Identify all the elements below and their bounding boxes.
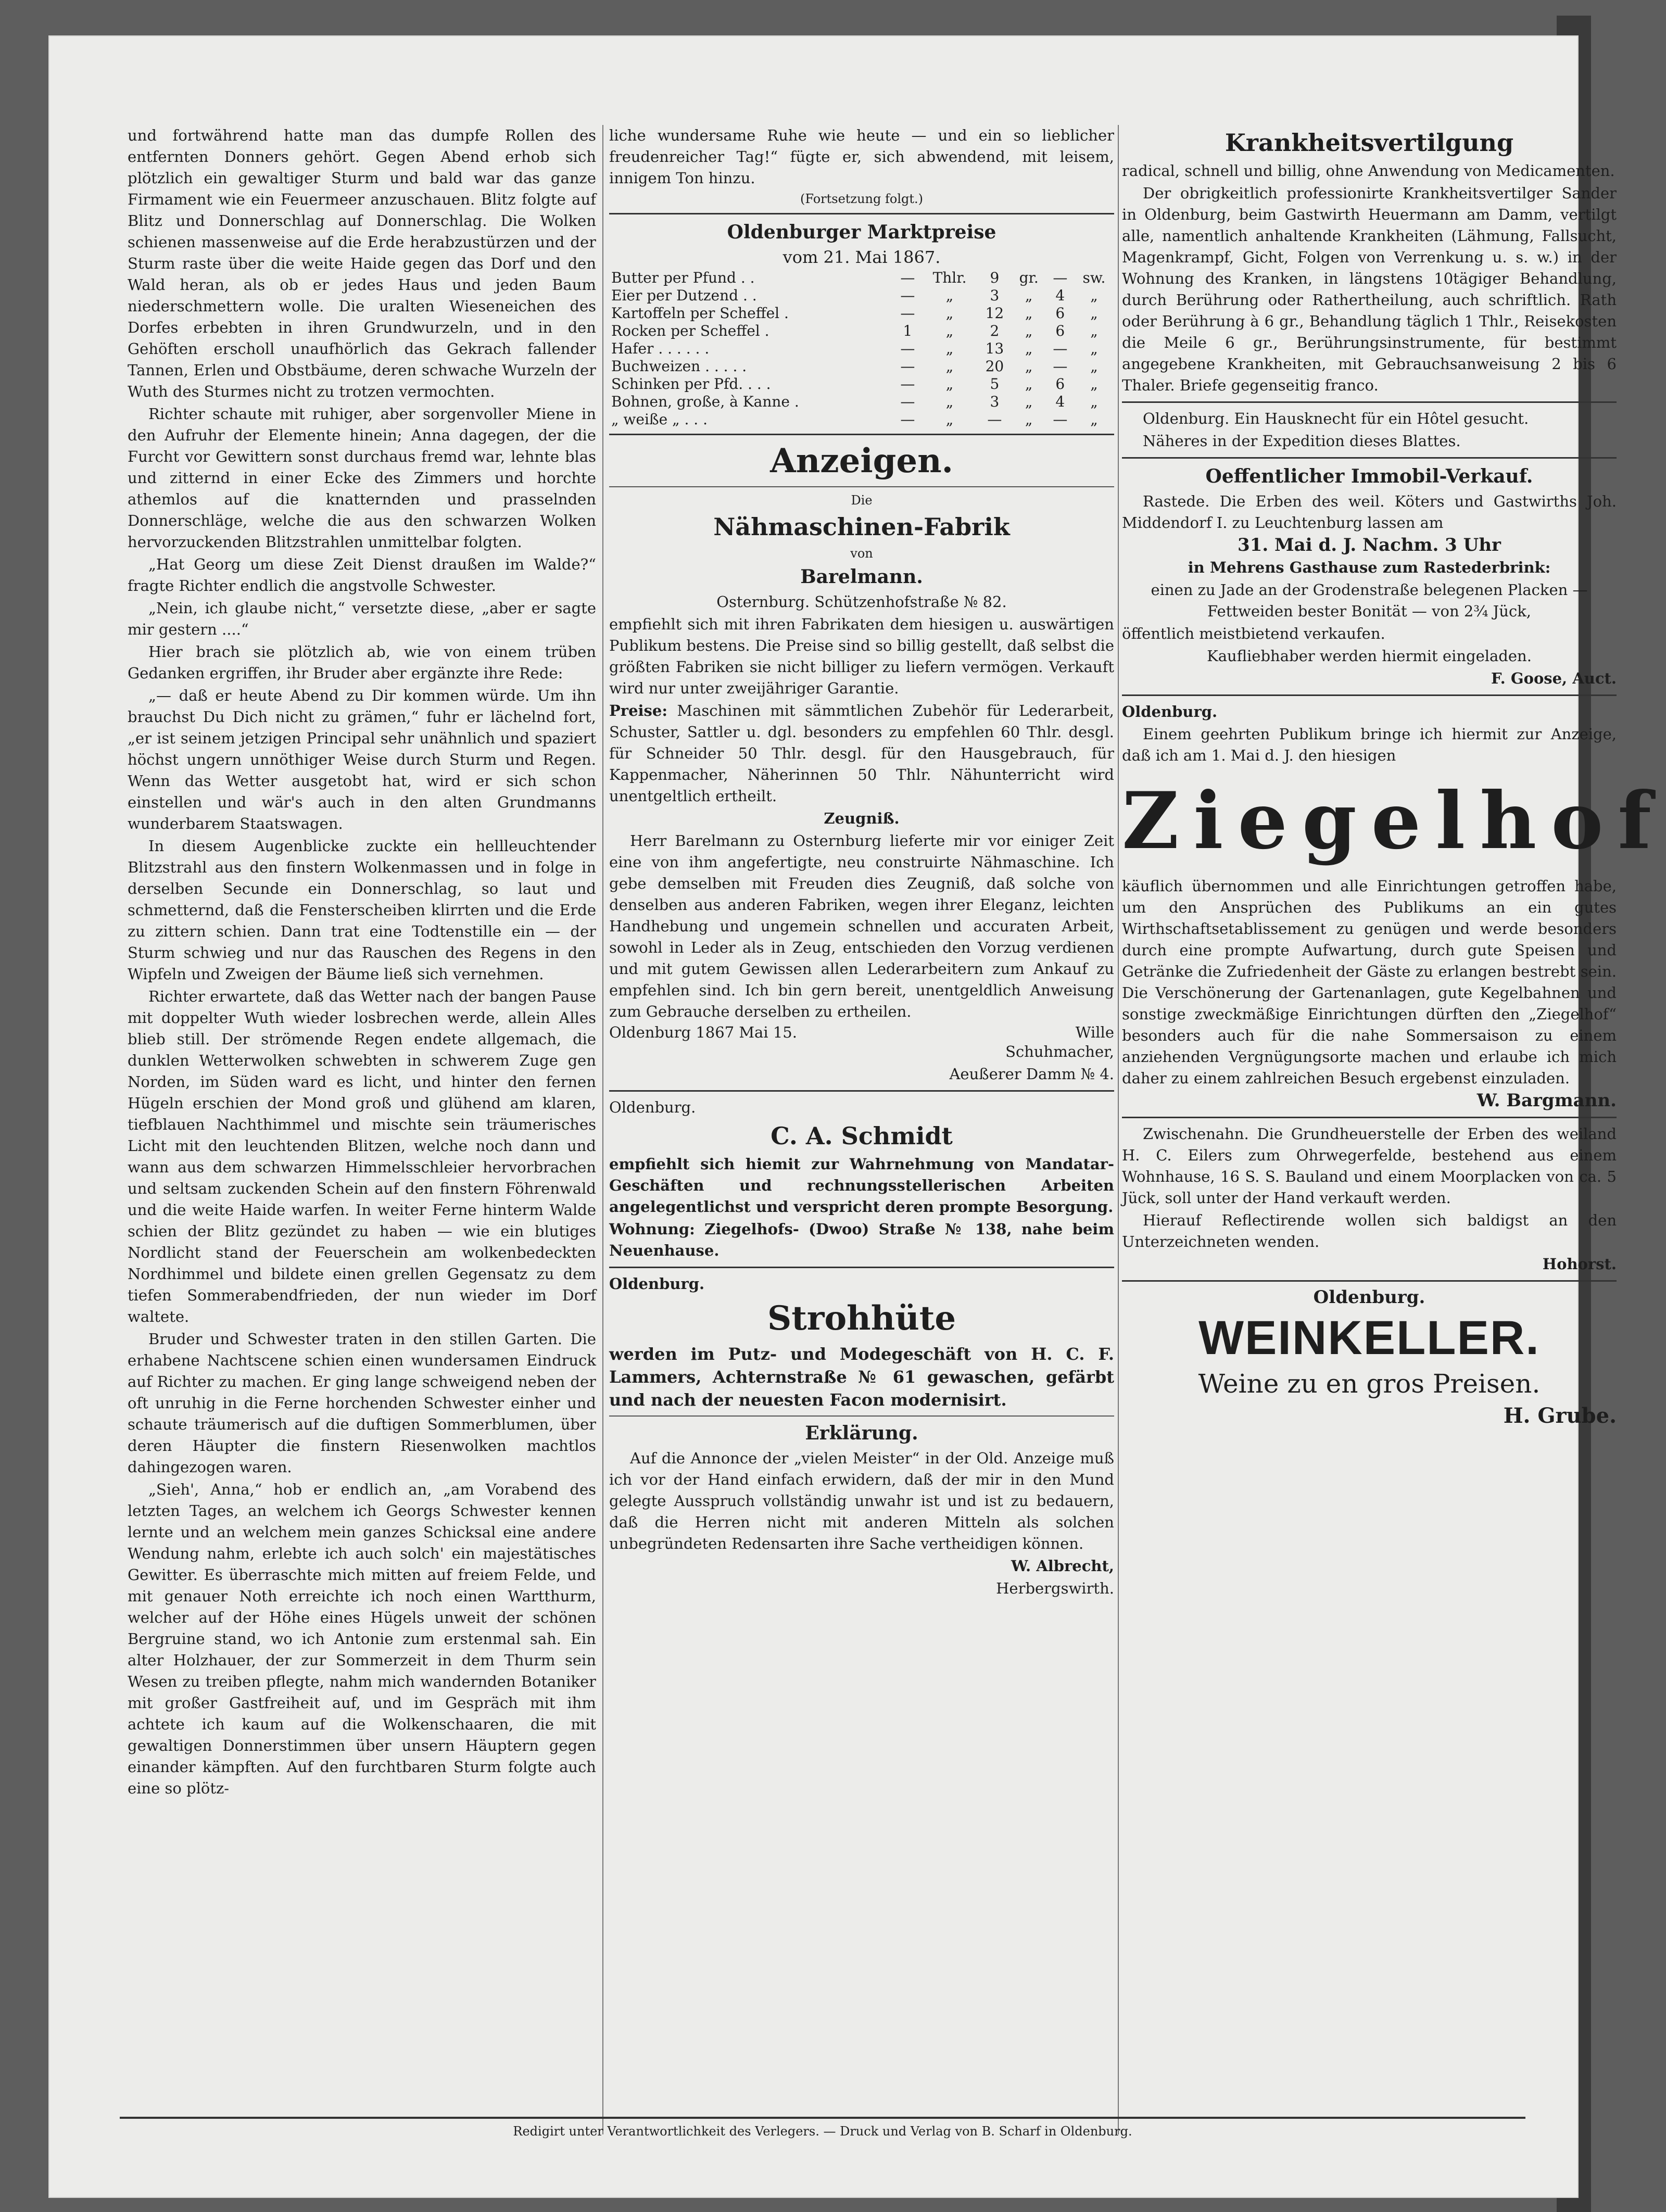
schmidt-text: empfiehlt sich hiemit zur Wahrnehmung von Mandatar-Geschäften und rechnungsstellerischen Arbeiten angelegentlichst und verspricht deren prompte Besorgung. [609,1155,1114,1216]
price-cell: „ [945,287,954,304]
price-cell: „ [945,305,954,322]
price-cell: — [1053,411,1068,428]
story-paragraph: Richter schaute mit ruhiger, aber sorgenvoller Miene in den Aufruhr der Elemente hinein; Anna dagegen, der die Furcht vor Gewittern sonst durchaus fremd war, lehnte blas und zitternd in einer Ecke des Zimmers und horchte athemlos auf die knatternden und prasselnden Donnerschläge, welche die aus den schwarzen Wolken hervorzuckenden Blitzstrahlen unmittelbar folgten. [128,405,596,551]
story-paragraph: Richter erwartete, daß das Wetter nach der bangen Pause mit doppelter Wuth wieder losbrechen werde, allein Alles blieb still. Der strömende Regen endete allgemach, die dunklen Wetterwolken schwebten in schwerem Zuge gen Norden, im Süden ward es licht, und hinter den fernen Hügeln erschien der Mond groß und glühend am klaren, tiefblauen Nachthimmel und mischte sein träumerisches Licht mit den leuchtenden Blitzen, welche noch dann und wann aus dem schwarzen Himmelsschleier hervorbrachen und seltsam zuckenden Schein auf den finstern Föhrenwald und die weite Haide warfen. In weiter Ferne hinterm Walde schien der Blitz gezündet zu haben — wie ein blutiges Nordlicht stand der Feuerschein am wolkenbedeckten Nordhimmel und bildete einen grellen Gegensatz zu dem tiefen Sommerabendfrieden, der nun wieder im Dorf waltete. [128,988,596,1325]
price-cell: 12 [985,305,1004,322]
ad-word: von [850,546,873,561]
price-cell: Eier per Dutzend . . [611,287,757,304]
price-cell: 4 [1055,393,1065,410]
price-cell: „ [1090,322,1098,339]
ziegelhof-title: Ziegelhof [1122,775,1666,867]
weinkeller-sub: Weine zu en gros Preisen. [1198,1369,1541,1399]
barelmann-address: Osternburg. Schützenhofstraße № 82. [716,593,1007,611]
price-cell: „ [1090,340,1098,357]
price-cell: „ [1090,411,1098,428]
price-cell: „ [1025,393,1033,410]
prices-label: Preise: [609,702,668,719]
price-cell: „ [945,411,954,428]
price-cell: — [900,269,915,286]
story-paragraph: „Hat Georg um diese Zeit Dienst draußen im Walde?“ fragte Richter endlich die angstvolle Schwester. [128,555,596,595]
price-cell: „ [1090,305,1098,322]
market-price-table [609,269,1114,428]
price-row [609,358,1114,375]
story-paragraph: Bruder und Schwester traten in den stillen Garten. Die erhabene Nachtscene schien einen wundersamen Eindruck auf Richter zu machen. Er ging lange schweigend neben der oft unruhig in die Ferne horchenden Schwester einher und schaute träumerisch auf die duftigen Sommerblumen, über deren Häupter die finstern Riesenwolken machtlos dahingezogen waren. [128,1330,596,1476]
price-cell: 5 [990,375,1000,393]
price-cell: „ [1025,305,1033,322]
prices-text: Maschinen mit sämmtlichen Zubehör für Lederarbeit, Schuster, Sattler u. dgl. besonders zu empfehlen 60 Thlr. desgl. für Schneider 50 Thlr. desgl. für den Hausgebrauch, für Kappenmacher, Näherinnen 50 Thlr. Nähunterricht wird unentgeltlich ertheilt. [609,702,1114,805]
barelmann-text: empfiehlt sich mit ihren Fabrikaten dem hiesigen u. auswärtigen Publikum bestens. Die Preise sind so billig gestellt, daß selbst die größten Fabriken sie nicht billiger zu liefern vermögen. Verkauft wird nur unter zweijähriger Garantie. [609,615,1114,697]
stroh-place: Oldenburg. [609,1275,705,1293]
price-cell: Bohnen, große, à Kanne . [611,393,799,410]
zwischenahn-text: Zwischenahn. Die Grundheuerstelle der Erben des weiland H. C. Eilers zum Ohrwegerfelde, bestehend aus einem Wohnhause, 16 S. S. Bauland und einem Moorplacken von ca. 5 Jück, soll unter der Hand verkauft werden. [1122,1125,1617,1207]
price-cell: — [1053,269,1068,286]
price-cell: „ [945,393,954,410]
immobil-lot: einen zu Jade an der Grodenstraße belegenen Placken — Fettweiden bester Bonität — von 2¾ Jück, [1151,581,1588,620]
price-cell: 6 [1055,305,1065,322]
price-cell: „ [1025,375,1033,393]
price-cell: — [987,411,1002,428]
ziegelhof-text: käuflich übernommen und alle Einrichtungen getroffen habe, um den Ansprüchen des Publikums an ein gutes Wirthschaftsetablissement zu genügen und werde besonders durch eine prompte Aufwartung, durch gute Speisen und Getränke die Zufriedenheit der Gäste zu erlangen bestrebt sein. Die Verschönerung der Gartenanlagen, gute Kegelbahnen und sonstige zweckmäßige Einrichtungen dürften den „Ziegelhof“ besonders auch für die nahe Sommersaison zu einem anziehenden Vergnügungsorte machen und erlaube ich mich daher zu einem zahlreichen Besuch ergebenst einzuladen. [1122,877,1617,1087]
erklaerung-text: Auf die Annonce der „vielen Meister“ in der Old. Anzeige muß ich vor der Hand einfach erwidern, daß der mir in den Mund gelegte Ausspruch vollständig unwahr ist und ist zu bedauern, daß die Herren nicht mit anderen Mitteln als solchen unbegründeten Redensarten ihre Sache vertheidigen können. [609,1449,1114,1552]
price-cell: „ [1090,287,1098,304]
right-column [1122,125,1666,1431]
price-row [609,305,1114,322]
price-row [609,322,1114,340]
price-row [609,411,1114,428]
price-row [609,287,1114,305]
ziegelhof-sign: W. Bargmann. [1476,1090,1617,1111]
schmidt-address: Wohnung: Ziegelhofs- (Dwoo) Straße № 138, nahe beim Neuenhause. [609,1220,1114,1259]
immobil-text: Rastede. Die Erben des weil. Köters und Gastwirths Joh. Middendorf I. zu Leuchtenburg lassen am [1122,492,1617,532]
immobil-text: Kaufliebhaber werden hiermit eingeladen. [1207,647,1532,665]
price-cell: 6 [1055,322,1065,339]
sewing-factory-title: Nähmaschinen-Fabrik [713,513,1010,541]
price-cell: — [900,287,915,304]
price-cell: — [900,358,915,375]
schmidt-name: C. A. Schmidt [771,1122,953,1150]
price-cell: Butter per Pfund . . [611,269,755,286]
stroh-text: werden im Putz- und Modegeschäft von H. C. F. Lammers, Achternstraße № 61 gewaschen, gefärbt und nach der neuesten Facon modernisirt. [609,1344,1114,1410]
immobil-place: in Mehrens Gasthause zum Rastederbrink: [1188,559,1551,576]
erklaerung-title: Erklärung. [805,1422,918,1444]
immobil-date: 31. Mai d. J. Nachm. 3 Uhr [1238,535,1501,555]
krankheit-text: Der obrigkeitlich professionirte Krankheitsvertilger Sander in Oldenburg, beim Gastwirth Heuermann am Damm, vertilgt alle, namentlich anhaltende Krankheiten (Lähmung, Fallsucht, Magenkrampf, Gicht, Folgen von Verrenkung u. s. w.) in der Wohnung des Kranken, in längstens 10tägiger Behandlung, durch Berührung oder Rathertheilung, auch schriftlich. Rath oder Berührung à 6 gr., Behandlung täglich 1 Thlr., Reisekosten die Meile 6 gr., Berührungsinstrumente, für bestimmt angegebene Krankheiten, mit Gebrauchsanweisung 2 bis 6 Thaler. Briefe gegenseitig franco. [1122,184,1617,394]
price-row [609,269,1114,287]
price-cell: — [1053,340,1068,357]
erklaerung-role: Herbergswirth. [996,1579,1114,1597]
price-cell: 20 [985,358,1004,375]
column-rule [602,125,603,2134]
price-cell: Thlr. [932,269,967,286]
ads-heading: Anzeigen. [770,441,953,481]
price-cell: „ [1025,287,1033,304]
price-cell: 3 [990,393,1000,410]
price-cell: — [900,375,915,393]
imprint-footer: Redigirt unter Verantwortlichkeit des Verlegers. — Druck und Verlag von B. Scharf in Oldenburg. [120,2117,1525,2139]
ziegelhof-place: Oldenburg. [1122,703,1218,721]
price-cell: — [900,340,915,357]
story-paragraph: In diesem Augenblicke zuckte ein hellleuchtender Blitzstrahl aus den finstern Wolkenmassen und in folge in derselben Secunde ein Donnerschlag, so laut und schmetternd, daß die Fensterscheiben klirrten und die Erde zu zittern schien. Dann trat eine Todtenstille ein — der Sturm schwieg und nur das Rauschen des Regens in den Wipfeln und Zweigen der Bäume ließ sich vernehmen. [128,837,596,983]
price-cell: „ [1090,375,1098,393]
price-cell: sw. [1082,269,1106,286]
price-cell: 13 [985,340,1004,357]
price-row [609,340,1114,358]
price-cell: 6 [1055,375,1065,393]
story-paragraph: und fortwährend hatte man das dumpfe Rollen des entfernten Donners gehört. Gegen Abend erhob sich plötzlich ein gewaltiger Sturm und bald war das ganze Firmament wie ein Feuermeer anzuschauen. Blitz folgte auf Blitz und Donnerschlag auf Donnerschlag. Die Wolken schienen massenweise auf die Erde herabzustürzen und der Sturm raste über die weite Haide gegen das Dorf und den Wald heran, als ob er jedes Haus und jeden Baum niederschmettern wolle. Die uralten Wieseneichen des Dorfes erbebten in ihren Grundwurzeln, und in den Gehöften erscholl unaufhörlich das Gekrach fallender Tannen, Erlen und Obstbäume, deren schwache Wurzeln der Wuth des Sturmes nicht zu trotzen vermochten. [128,127,596,400]
price-row [609,393,1114,411]
price-cell: „ [1090,393,1098,410]
story-end: liche wundersame Ruhe wie heute — und ein so lieblicher freudenreicher Tag!“ fügte er, sich abwendend, mit leisem, innigem Ton hinzu. [609,127,1114,187]
price-cell: — [900,411,915,428]
ziegelhof-intro: Einem geehrten Publikum bringe ich hiermit zur Anzeige, daß ich am 1. Mai d. J. den hiesigen [1122,725,1617,764]
price-cell: Hafer . . . . . . [611,340,710,357]
price-cell: „ [945,375,954,393]
strohhuete-title: Strohhüte [767,1299,956,1338]
price-cell: 3 [990,287,1000,304]
price-cell: „ [1025,322,1033,339]
hausknecht-text: Näheres in der Expedition dieses Blattes. [1143,432,1461,450]
price-cell: „ [1025,358,1033,375]
testimonial-label: Zeugniß. [824,810,900,827]
krankheit-title: Krankheitsvertilgung [1225,129,1514,157]
story-paragraph: „— daß er heute Abend zu Dir kommen würde. Um ihn brauchst Du Dich nicht zu grämen,“ fuhr er lächelnd fort, „er ist seinem jetzigen Principal sehr unähnlich und spaziert höchst ungern unnöthiger Weise durch Sturm und Regen. Wenn das Wetter ausgetobt hat, wird er sich schon einstellen und wär's auch in den alten Grundmanns wunderbarem Staatswagen. [128,687,596,832]
story-paragraph: „Sieh', Anna,“ hob er endlich an, „am Vorabend des letzten Tages, an welchem ich Georgs Schwester kennen lernte und an welchem mein ganzes Schicksal eine andere Wendung nahm, erlebte ich auch solch' ein majestätisches Gewitter. Es überraschte mich mitten auf freiem Felde, und mit genauer Noth erreichte ich noch einen Wartthurm, welcher auf der Höhe eines Hügels unweit der schönen Bergruine stand, wo ich Antonie zum erstenmal sah. Ein alter Holzhauer, der zur Sommerzeit in dem Thurm sein Wesen zu treiben pflegte, nahm mich wandernden Botaniker mit großer Gastfreiheit auf, und im Gespräch mit ihm achtete ich kaum auf die Wolkenschaaren, die mit gewaltigen Donnerstimmen über unsern Häuptern gegen einander kämpften. Auf den furchtbaren Sturm folgte auch eine so plötz- [128,1481,596,1797]
price-cell: „ [945,358,954,375]
price-cell: Rocken per Scheffel . [611,322,769,339]
immobil-text: öffentlich meistbietend verkaufen. [1122,625,1385,642]
ad-word: Die [851,493,873,508]
price-cell: 1 [903,322,913,339]
price-cell: „ [945,322,954,339]
krankheit-text: radical, schnell und billig, ohne Anwendung von Medicamenten. [1122,162,1615,180]
price-cell: 4 [1055,287,1065,304]
weinkeller-place: Oldenburg. [1313,1287,1425,1308]
immobil-sign: F. Goose, Auct. [1491,669,1617,687]
newspaper-page [49,36,1666,2197]
testimonial-date: Oldenburg 1867 Mai 15. [609,1023,797,1041]
testimonial-text: Herr Barelmann zu Osternburg lieferte mir vor einiger Zeit eine von ihm angefertigte, neu construirte Nähmaschine. Ich gebe demselben mit Freuden dies Zeugniß, daß solche von denselben aus anderen Fabriken, wegen ihrer Eleganz, leichten Handhebung und ungemein schnellen und accuraten Arbeit, sowohl in Leder als in Zeug, entschieden den Vorzug verdienen und mit gutem Gewissen allen Lederarbeitern zum Ankauf zu empfehlen sind. Ich bin gern bereit, unentgeldlich Anweisung zum Gebrauche derselben zu ertheilen. [609,832,1114,1020]
story-column [128,125,596,1800]
zwischenahn-sign: Hohorst. [1542,1255,1617,1273]
price-cell: Buchweizen . . . . . [611,358,747,375]
schmidt-place: Oldenburg. [609,1098,696,1116]
market-title: Oldenburger Marktpreise [727,221,996,243]
price-cell: „ weiße „ . . . [611,411,708,428]
price-cell: gr. [1019,269,1039,286]
price-cell: 9 [990,269,1000,286]
price-cell: — [1053,358,1068,375]
price-cell: „ [945,340,954,357]
continued-note: (Fortsetzung folgt.) [800,192,923,206]
price-cell: „ [1025,340,1033,357]
price-row [609,375,1114,393]
price-cell: Kartoffeln per Scheffel . [611,305,789,322]
story-paragraph: Hier brach sie plötzlich ab, wie von einem trüben Gedanken ergriffen, ihr Bruder aber ergänzte ihre Rede: [128,643,596,682]
immobil-title: Oeffentlicher Immobil-Verkauf. [1205,465,1533,487]
market-date: vom 21. Mai 1867. [782,247,941,267]
erklaerung-sign: W. Albrecht, [1011,1557,1114,1575]
column-rule [1118,125,1119,2134]
testimonial-signer: Wille [1075,1023,1114,1041]
price-cell: — [900,393,915,410]
weinkeller-title: WEINKELLER. [1198,1311,1540,1364]
price-cell: Schinken per Pfd. . . . [611,375,771,393]
testimonial-address: Aeußerer Damm № 4. [949,1065,1114,1083]
price-cell: „ [1025,411,1033,428]
price-cell: „ [1090,358,1098,375]
testimonial-role: Schuhmacher, [1005,1043,1114,1060]
weinkeller-sign: H. Grube. [1503,1404,1617,1428]
price-cell: 2 [990,322,1000,339]
price-cell: — [900,305,915,322]
zwischenahn-text: Hierauf Reflectirende wollen sich baldigst an den Unterzeichneten wenden. [1122,1211,1617,1250]
middle-column [609,125,1114,1600]
hausknecht-text: Oldenburg. Ein Hausknecht für ein Hôtel gesucht. [1143,410,1529,427]
story-paragraph: „Nein, ich glaube nicht,“ versetzte diese, „aber er sagte mir gestern ....“ [128,599,596,638]
barelmann-name: Barelmann. [800,566,923,588]
